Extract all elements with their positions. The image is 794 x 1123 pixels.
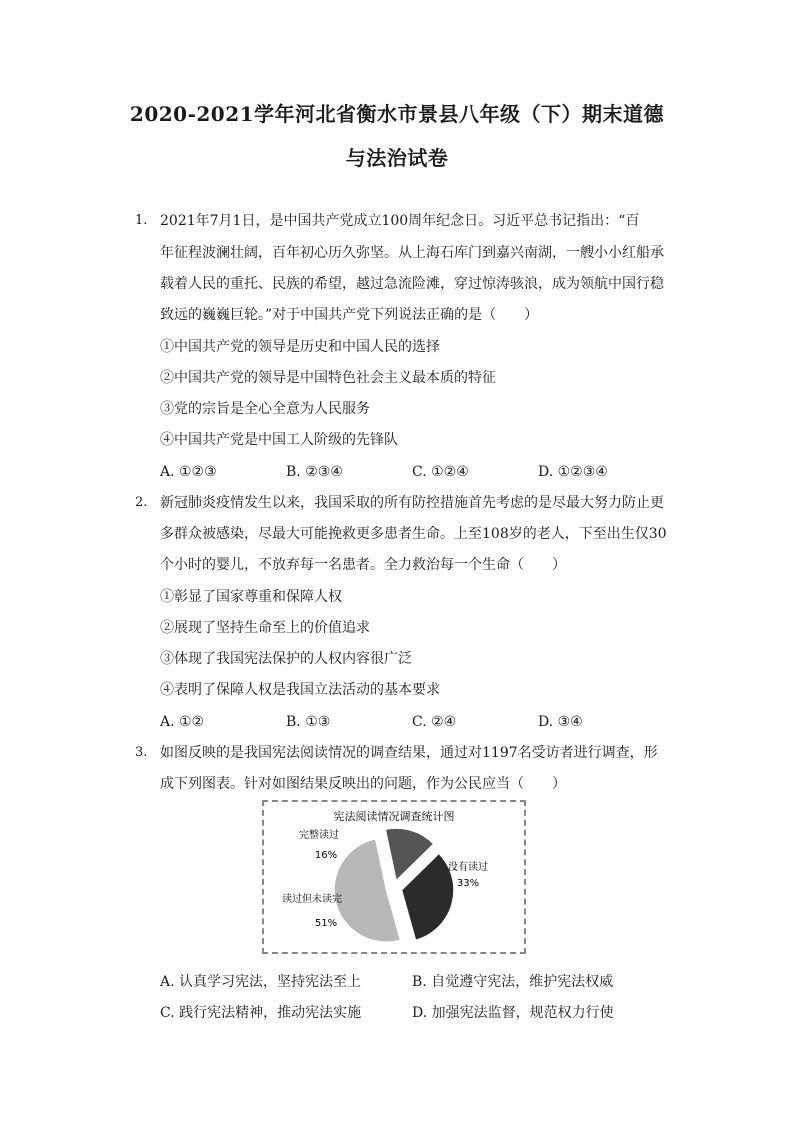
question-3-number: 3. [135,745,148,760]
question-1-item: ①中国共产党的领导是历史和中国人民的选择 [160,339,440,355]
pie-chart [264,802,524,952]
question-1-option-b[interactable]: B. ②③④ [286,464,343,480]
question-2-item: ①彰显了国家尊重和保障人权 [160,589,342,605]
pie-slice-label: 没有读过 [448,862,488,873]
question-2-option-c[interactable]: C. ②④ [412,714,457,730]
question-2-number: 2. [135,495,148,510]
question-3-option-c[interactable]: C. 践行宪法精神，推动宪法实施 [160,1005,362,1021]
pie-slice-value-label: 51% [314,918,338,929]
pie-slice-value-label: 16% [314,850,338,861]
chart-title: 宪法阅读情况调查统计图 [333,810,455,823]
question-1-stem-line: 年征程波澜壮阔，百年初心历久弥坚。从上海石库门到嘉兴南湖，一艘小小红船承 [160,245,664,261]
question-1-item: ③党的宗旨是全心全意为人民服务 [160,401,370,417]
question-2-item: ③体现了我国宪法保护的人权内容很广泛 [160,651,412,667]
question-2-stem-line: 多群众被感染，尽最大可能挽救更多患者生命。上至108岁的老人，下至出生仅30 [160,526,667,542]
question-1-option-d[interactable]: D. ①②③④ [538,464,608,480]
question-3-option-d[interactable]: D. 加强宪法监督，规范权力行使 [412,1005,614,1021]
question-3-stem-line: 成下列图表。针对如图结果反映出的问题，作为公民应当（ ） [160,776,566,792]
question-1-stem-line: 载着人民的重托、民族的希望，越过急流险滩，穿过惊涛骇浪，成为领航中国行稳 [160,276,664,292]
pie-slice-value-label: 33% [456,878,480,889]
question-3-option-a[interactable]: A. 认真学习宪法，坚持宪法至上 [160,974,362,990]
question-2-stem-line: 新冠肺炎疫情发生以来，我国采取的所有防控措施首先考虑的是尽最大努力防止更 [160,495,664,511]
pie-chart-figure [262,800,526,954]
question-2-item: ④表明了保障人权是我国立法活动的基本要求 [160,682,440,698]
question-1-option-c[interactable]: C. ①②④ [412,464,469,480]
question-1-option-a[interactable]: A. ①②③ [160,464,217,480]
question-1-item: ②中国共产党的领导是中国特色社会主义最本质的特征 [160,370,496,386]
question-1-number: 1. [135,213,148,228]
question-2-item: ②展现了坚持生命至上的价值追求 [160,620,370,636]
pie-slice-label: 完整读过 [299,830,339,841]
exam-title-line1: 2020-2021学年河北省衡水市景县八年级（下）期末道德 [129,102,665,126]
question-2-stem-line: 个小时的婴儿，不放弃每一名患者。全力救治每一个生命（ ） [160,557,566,573]
question-1-item: ④中国共产党是中国工人阶级的先锋队 [160,432,398,448]
question-1-stem-line: 致远的巍巍巨轮。”对于中国共产党下列说法正确的是（ ） [160,307,539,323]
exam-title-line2: 与法治试卷 [345,146,449,170]
question-1-stem-line: 2021年7月1日，是中国共产党成立100周年纪念日。习近平总书记指出：“百 [160,213,640,229]
question-3-option-b[interactable]: B. 自觉遵守宪法，维护宪法权威 [412,974,614,990]
question-2-option-a[interactable]: A. ①② [160,714,205,730]
question-2-option-b[interactable]: B. ①③ [286,714,331,730]
question-3-stem-line: 如图反映的是我国宪法阅读情况的调查结果，通过对1197名受访者进行调查，形 [160,745,658,761]
pie-slice-label: 读过但未读完 [282,894,342,905]
question-2-option-d[interactable]: D. ③④ [538,714,583,730]
